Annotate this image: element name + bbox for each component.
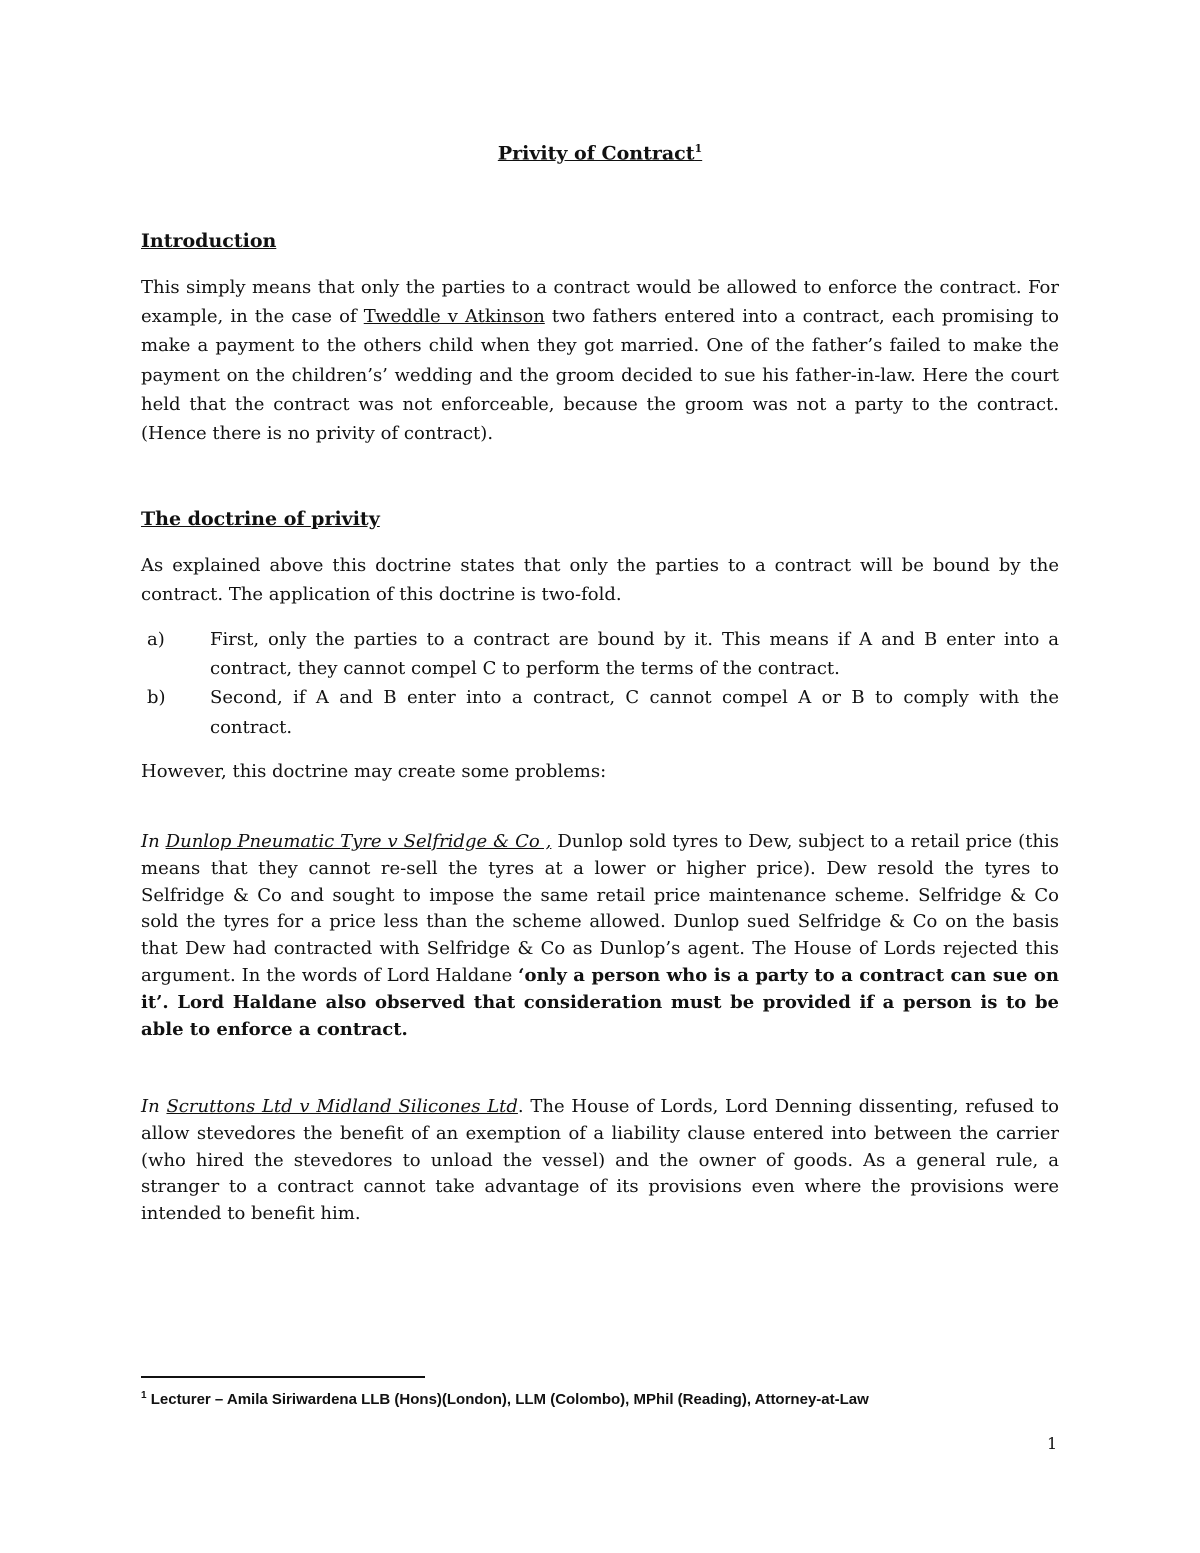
- scruttons-case-name: Scruttons Ltd v Midland Silicones Ltd: [166, 1096, 518, 1117]
- intro-paragraph: [141, 273, 1059, 448]
- dunlop-prefix: In: [141, 831, 166, 852]
- scruttons-prefix: In: [141, 1096, 167, 1117]
- intro-text-2: two fathers entered into a contract, each promising to make a payment to the others child when they got married. One of the father’s failed to make the payment on the children’s’ wedding and the groom decided to sue his father-in-law. Here the court held that the contract was not enforceable, because the groom was not a party to the contract. (Hence there is no privity of contract).: [141, 306, 1059, 445]
- list-marker: b): [147, 687, 166, 709]
- scruttons-text-1: . The House of Lords, Lord Denning dissenting, refused to allow stevedores the benefit of an exemption of a liability clause entered into between the carrier (who hired the stevedores to unload the vessel) and the owner of goods. As a general rule, a stranger to a contract cannot take advantage of its provisions even where the provisions were intended to benefit him.: [141, 1096, 1059, 1225]
- list-item-text: First, only the parties to a contract are bound by it. This means if A and B enter into a contract, they cannot compel C to perform the terms of the contract.: [210, 629, 1059, 680]
- intro-case-name: Tweddle v Atkinson: [363, 306, 545, 328]
- intro-heading: Introduction: [141, 230, 277, 252]
- problems-paragraph: However, this doctrine may create some problems:: [141, 761, 607, 782]
- list-item: [141, 683, 1059, 741]
- list-item: [141, 625, 1059, 683]
- dunlop-paragraph: [141, 829, 1059, 1043]
- title-text: Privity of Contract: [497, 142, 695, 165]
- footnote-separator: [141, 1376, 425, 1378]
- page-title: [0, 142, 1200, 164]
- page-number: 1: [1047, 1434, 1058, 1453]
- doctrine-list: [141, 625, 1059, 742]
- footnote-mark: 1: [141, 1390, 147, 1401]
- doctrine-heading: The doctrine of privity: [141, 508, 380, 530]
- list-item-text: Second, if A and B enter into a contract, C cannot compel A or B to comply with the contract.: [210, 687, 1059, 738]
- list-marker: a): [147, 629, 165, 650]
- scruttons-paragraph: [141, 1094, 1059, 1228]
- dunlop-text-1: Dunlop sold tyres to Dew, subject to a retail price (this means that they cannot re-sell the tyres at a lower or higher price). Dew resold the tyres to Selfridge & Co and sought to impose the same retail price maintenance scheme. Selfridge & Co sold the tyres for a price less than the scheme allowed. Dunlop sued Selfridge & Co on the basis that Dew had contracted with Selfridge & Co as Dunlop’s agent. The House of Lords rejected this argument. In the words of Lord Haldane: [141, 831, 1059, 986]
- footnote-text: Lecturer – Amila Siriwardena LLB (Hons)(London), LLM (Colombo), MPhil (Reading), Attorney-at-Law: [146, 1391, 869, 1408]
- intro-text-1: This simply means that only the parties to a contract would be allowed to enforce the contract. For example, in the case of: [141, 277, 1059, 328]
- haldane-quote: ‘only a person who is a party to a contract can sue on it’. Lord Haldane also observed that consideration must be provided if a person is to be able to enforce a contract.: [141, 964, 1059, 1040]
- doctrine-paragraph: As explained above this doctrine states that only the parties to a contract will be bound by the contract. The application of this doctrine is two-fold.: [141, 555, 1059, 606]
- footnote: [141, 1390, 869, 1408]
- title-footnote-mark[interactable]: 1: [694, 142, 703, 155]
- dunlop-case-name: Dunlop Pneumatic Tyre v Selfridge & Co ,: [165, 831, 552, 852]
